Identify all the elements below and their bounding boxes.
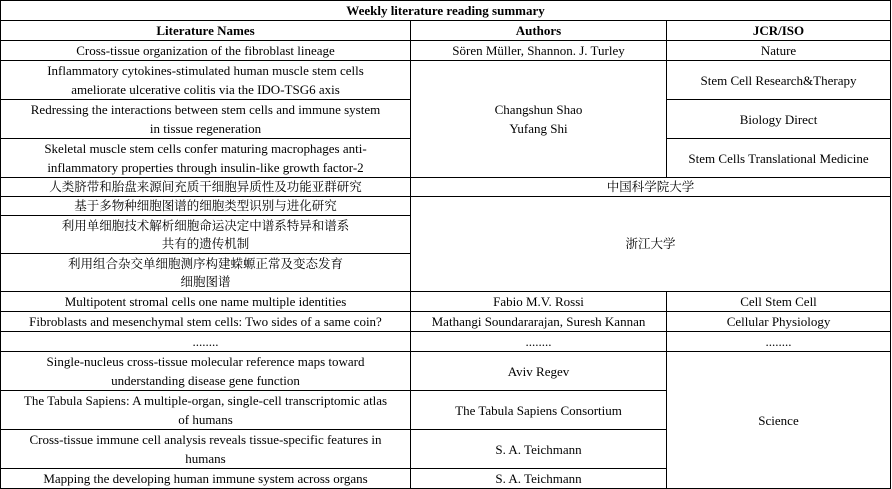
literature-name: Fibroblasts and mesenchymal stem cells: Two sides of a same coin? bbox=[1, 312, 411, 332]
literature-name: ........ bbox=[1, 332, 411, 352]
journal-cell: Stem Cell Research&Therapy bbox=[667, 61, 891, 100]
authors-cell: Sören Müller, Shannon. J. Turley bbox=[411, 41, 667, 61]
journal-cell: Cell Stem Cell bbox=[667, 292, 891, 312]
journal-cell: Biology Direct bbox=[667, 100, 891, 139]
literature-name bbox=[1, 352, 411, 391]
table-row bbox=[1, 352, 891, 391]
literature-name-line2: understanding disease gene function bbox=[111, 373, 300, 388]
header-authors: Authors bbox=[411, 21, 667, 41]
journal-cell: ........ bbox=[667, 332, 891, 352]
table-row bbox=[1, 197, 891, 216]
table-row bbox=[1, 178, 891, 197]
literature-name bbox=[1, 391, 411, 430]
table-row bbox=[1, 332, 891, 352]
journal-cell-shared: Science bbox=[667, 352, 891, 489]
literature-name-line1: Cross-tissue immune cell analysis reveals tissue-specific features in bbox=[29, 432, 382, 447]
literature-name: Multipotent stromal cells one name multiple identities bbox=[1, 292, 411, 312]
literature-name: Cross-tissue organization of the fibroblast lineage bbox=[1, 41, 411, 61]
literature-name-line1: 利用组合杂交单细胞测序构建蝾螈正常及变态发育 bbox=[67, 255, 343, 271]
authors-cell: Mathangi Soundararajan, Suresh Kannan bbox=[411, 312, 667, 332]
literature-name-line1: Redressing the interactions between stem cells and immune system bbox=[30, 102, 381, 117]
authors-cell: Fabio M.V. Rossi bbox=[411, 292, 667, 312]
literature-name bbox=[1, 100, 411, 139]
literature-name-line1: 利用单细胞技术解析细胞命运决定中谱系特异和谱系 bbox=[61, 217, 350, 233]
table-title: Weekly literature reading summary bbox=[1, 1, 891, 21]
table-row bbox=[1, 292, 891, 312]
literature-name bbox=[1, 216, 411, 254]
literature-name: 人类脐带和胎盘来源间充质干细胞异质性及功能亚群研究 bbox=[1, 178, 411, 197]
table-row bbox=[1, 312, 891, 332]
literature-name: Mapping the developing human immune system across organs bbox=[1, 469, 411, 489]
authors-cell: The Tabula Sapiens Consortium bbox=[411, 391, 667, 430]
literature-name-line1: Skeletal muscle stem cells confer maturing macrophages anti- bbox=[44, 141, 367, 156]
literature-name-line2: 共有的遗传机制 bbox=[161, 235, 250, 251]
affiliation-cell: 中国科学院大学 bbox=[411, 178, 891, 197]
literature-name: 基于多物种细胞图谱的细胞类型识别与进化研究 bbox=[1, 197, 411, 216]
affiliation-cell-shared: 浙江大学 bbox=[411, 197, 891, 292]
literature-name-line2: 细胞图谱 bbox=[180, 273, 231, 289]
authors-cell: Aviv Regev bbox=[411, 352, 667, 391]
authors-cell: S. A. Teichmann bbox=[411, 469, 667, 489]
literature-name-line1: Inflammatory cytokines-stimulated human muscle stem cells bbox=[47, 63, 364, 78]
journal-cell: Cellular Physiology bbox=[667, 312, 891, 332]
literature-name-line2: ameliorate ulcerative colitis via the IDO-TSG6 axis bbox=[71, 82, 340, 97]
journal-cell: Nature bbox=[667, 41, 891, 61]
authors-cell: ........ bbox=[411, 332, 667, 352]
literature-name bbox=[1, 139, 411, 178]
literature-name-line1: Single-nucleus cross-tissue molecular reference maps toward bbox=[46, 354, 365, 369]
header-literature-names: Literature Names bbox=[1, 21, 411, 41]
literature-name bbox=[1, 430, 411, 469]
literature-name bbox=[1, 254, 411, 292]
literature-name-line1: The Tabula Sapiens: A multiple-organ, single-cell transcriptomic atlas bbox=[23, 393, 388, 408]
author-line1: Changshun Shao bbox=[494, 102, 583, 117]
literature-name-line2: inflammatory properties through insulin-like growth factor-2 bbox=[47, 160, 364, 175]
author-line2: Yufang Shi bbox=[509, 121, 568, 136]
header-jcr-iso: JCR/ISO bbox=[667, 21, 891, 41]
table-row bbox=[1, 41, 891, 61]
table-row bbox=[1, 61, 891, 100]
literature-name-line2: humans bbox=[185, 451, 226, 466]
authors-cell: S. A. Teichmann bbox=[411, 430, 667, 469]
literature-name bbox=[1, 61, 411, 100]
literature-name-line2: in tissue regeneration bbox=[149, 121, 262, 136]
authors-cell-shared bbox=[411, 61, 667, 178]
literature-name-line2: of humans bbox=[178, 412, 233, 427]
journal-cell: Stem Cells Translational Medicine bbox=[667, 139, 891, 178]
